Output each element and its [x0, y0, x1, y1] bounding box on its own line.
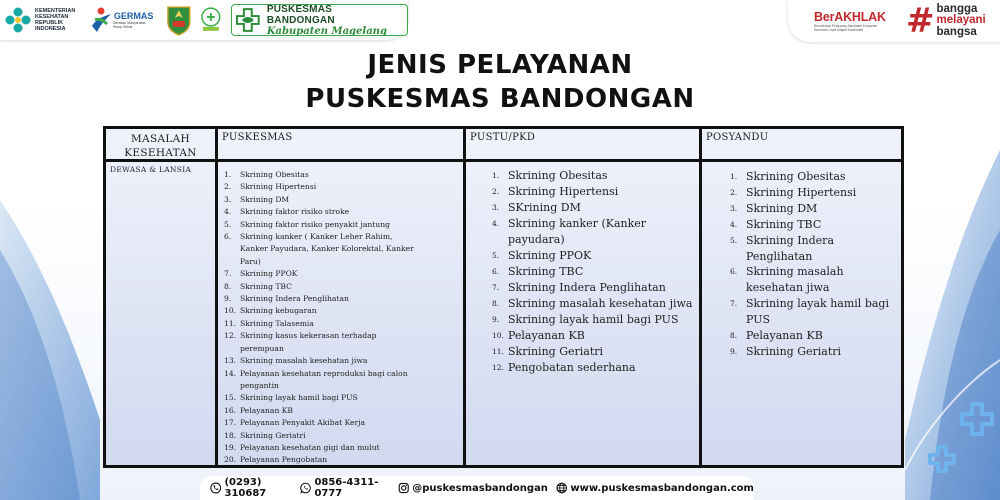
puskesmas-cross-icon [235, 7, 261, 33]
service-item-number: 10. [224, 306, 237, 316]
service-list-item [730, 201, 898, 217]
service-item-text: Skrining kanker (Kanker [508, 217, 647, 230]
service-list-item [730, 328, 898, 344]
service-item-text: Skrining TBC [746, 217, 822, 231]
service-item-text: Skrining masalah kesehatan jiwa [508, 297, 693, 310]
service-list-item [224, 181, 458, 193]
service-item-text: Skrining Hipertensi [746, 185, 857, 199]
service-list-item [730, 217, 898, 233]
service-item-number: 20. [224, 455, 237, 465]
service-item-text: Penglihatan [746, 249, 813, 263]
service-list-item [224, 305, 458, 317]
berakhlak-subtitle: Berorientasi Pelayanan Akuntabel Kompeten Harmonis Loyal Adaptif Kolaboratif [814, 24, 878, 32]
service-item-number: 6. [730, 267, 738, 277]
service-item-text: Skrining Obesitas [508, 169, 608, 182]
service-item-text: Skrining Indera Penglihatan [240, 294, 349, 304]
service-list-item [730, 264, 898, 280]
service-item-number [492, 232, 508, 248]
service-item-number: 11. [492, 347, 504, 356]
service-item-text: Pelayanan KB [508, 329, 585, 342]
whatsapp-icon [300, 481, 311, 495]
service-list-item [492, 280, 697, 296]
service-item-text: Skrining Talasemia [240, 318, 314, 328]
service-list-item [224, 355, 458, 367]
service-item-text: Skrining Obesitas [746, 170, 846, 183]
service-item-number: 2. [224, 182, 232, 192]
service-item-number: 1. [492, 171, 500, 180]
puskesmas-subtitle: Kabupaten Magelang [266, 25, 387, 37]
service-item-number: 10. [492, 331, 504, 340]
germas-title: GERMAS [113, 11, 154, 21]
service-list-item-continued [224, 343, 458, 355]
service-item-text: payudara) [508, 233, 565, 246]
service-item-number: 12. [224, 331, 237, 341]
service-list-item [730, 169, 898, 185]
plus-decoration-icon [930, 404, 992, 471]
service-item-text: Skrining TBC [240, 281, 292, 291]
contact-footer [200, 476, 754, 500]
service-item-text: Skrining Indera [746, 233, 834, 247]
service-item-number [224, 380, 240, 392]
column-posyandu [702, 129, 901, 465]
service-list-item [224, 392, 458, 404]
service-item-text: Skrining Geriatri [240, 430, 306, 440]
service-item-number: 1. [730, 172, 738, 181]
service-list-item [492, 168, 697, 184]
service-list-item [492, 216, 697, 232]
puskesmas-services-list [224, 169, 458, 467]
service-item-text: Paru) [240, 256, 261, 266]
service-item-text: PUS [746, 313, 771, 327]
service-item-text: Kanker Payudara, Kanker Kolorektal, Kanker [240, 244, 414, 254]
page-title-line-1: JENIS PELAYANAN [367, 50, 633, 80]
service-item-text: pengantin [240, 380, 279, 390]
service-item-number [730, 280, 746, 296]
service-list-item [492, 296, 697, 312]
hashtag-icon: # [906, 1, 935, 41]
service-item-text: Skrining masalah kesehatan jiwa [240, 356, 368, 366]
service-list-item [224, 405, 458, 417]
service-item-number: 7. [730, 299, 738, 309]
globe-icon [556, 481, 567, 495]
service-list-item [224, 281, 458, 293]
row-label-dewasa-lansia: DEWASA & LANSIA [110, 165, 192, 174]
service-item-number: 5. [730, 235, 738, 245]
kabupaten-magelang-crest-icon [166, 4, 192, 36]
service-item-number: 6. [224, 232, 232, 242]
service-item-number: 9. [730, 346, 738, 356]
service-item-number: 14. [224, 368, 237, 378]
service-list-item [224, 442, 458, 454]
service-item-text: Skrining layak hamil bagi PUS [508, 313, 679, 326]
service-item-number [730, 249, 746, 265]
service-item-text: Skrining kebugaran [240, 306, 317, 316]
kemenkes-text: KEMENTERIAN KESEHATAN REPUBLIK INDONESIA [35, 8, 76, 32]
service-item-text: Skrining masalah [746, 265, 844, 279]
kemenkes-logo [4, 6, 89, 34]
service-list-item [492, 248, 697, 264]
pustu-services-list [492, 168, 697, 376]
service-item-text: Pelayanan Penyakit Akibat Kerja [240, 418, 366, 428]
service-list-item-continued [730, 312, 898, 328]
service-item-number [730, 312, 746, 328]
service-item-number: 7. [224, 269, 232, 279]
service-item-text: Pelayanan KB [240, 405, 294, 415]
footer-phone[interactable]: (0293) 310687 [224, 477, 267, 499]
posyandu-services-list [730, 169, 898, 360]
service-list-item [224, 206, 458, 218]
service-item-text: Skrining Indera Penglihatan [508, 281, 666, 294]
service-item-number: 4. [224, 207, 232, 217]
footer-whatsapp[interactable]: 0856-4311-0777 [314, 477, 379, 499]
service-list-item [492, 312, 697, 328]
service-list-item-continued [730, 249, 898, 265]
service-item-number: 3. [730, 203, 738, 213]
service-item-text: Skrining DM [746, 201, 818, 215]
service-item-number: 18. [224, 430, 237, 440]
germas-logo [89, 6, 158, 34]
service-item-text: Skrining DM [240, 194, 290, 204]
service-item-text: Skrining faktor risiko stroke [240, 207, 350, 217]
service-item-number: 16. [224, 405, 237, 415]
service-item-text: kesehatan jiwa [746, 281, 830, 295]
service-item-number: 2. [492, 187, 500, 196]
service-item-number: 5. [224, 219, 232, 229]
service-list-item [224, 169, 458, 181]
service-item-text: Pelayanan Pengobatan [240, 455, 328, 465]
service-item-number: 2. [730, 187, 738, 197]
service-item-text: Skrining Hipertensi [240, 182, 317, 192]
service-list-item [492, 344, 697, 360]
service-list-item [224, 430, 458, 442]
bangga-line-2: melayani [936, 14, 986, 27]
service-item-number [224, 343, 240, 355]
service-item-number: 9. [492, 315, 500, 324]
service-item-number: 11. [224, 318, 237, 328]
service-item-text: Skrining Geriatri [508, 345, 604, 358]
kemenkes-emblem-icon [4, 6, 32, 34]
service-item-number [224, 243, 240, 255]
service-list-item [492, 328, 697, 344]
phone-icon [210, 481, 221, 495]
service-list-item-continued [224, 243, 458, 255]
service-item-text: Skrining Obesitas [240, 170, 309, 179]
service-item-number: 4. [730, 219, 738, 229]
footer-instagram[interactable]: @puskesmasbandongan [412, 482, 548, 494]
instagram-icon [398, 481, 409, 495]
bangga-line-1: bangga [936, 2, 978, 15]
service-item-text: Pengobatan sederhana [508, 361, 636, 374]
puskesmas-logo [231, 4, 408, 36]
service-item-number: 3. [224, 194, 232, 204]
service-item-number: 8. [224, 281, 232, 291]
service-item-text: Skrining TBC [508, 265, 584, 278]
page-title-line-2: PUSKESMAS BANDONGAN [305, 84, 695, 114]
service-item-text: Skrining faktor risiko penyakit jantung [240, 219, 390, 229]
service-item-number: 5. [492, 251, 500, 260]
service-list-item [492, 360, 697, 376]
service-item-text: Skrining PPOK [508, 249, 592, 262]
service-list-item-continued [224, 256, 458, 268]
header-masalah-kesehatan: MASALAH KESEHATAN [124, 133, 197, 159]
service-item-number: 3. [492, 203, 500, 212]
service-list-item [224, 454, 458, 466]
service-list-item [224, 293, 458, 305]
service-item-number: 6. [492, 267, 500, 276]
berakhlak-title: BerAKHLAK [814, 10, 886, 24]
service-item-number: 17. [224, 418, 237, 428]
service-item-number: 1. [224, 170, 232, 179]
service-item-number: 8. [492, 299, 500, 308]
service-list-item [730, 233, 898, 249]
service-item-number: 13. [224, 356, 237, 366]
bangga-line-3: bangsa [936, 25, 977, 38]
berakhlak-logo [814, 10, 900, 32]
service-item-number: 9. [224, 294, 232, 304]
header-divider [106, 159, 901, 162]
service-list-item [224, 368, 458, 380]
service-item-text: Pelayanan kesehatan reproduksi bagi calon [240, 368, 408, 378]
bangga-melayani-bangsa-logo [906, 1, 986, 41]
service-item-text: Skrining layak hamil bagi [746, 297, 889, 311]
service-item-text: Pelayanan kesehatan gigi dan mulut [240, 442, 380, 452]
header-right-logo-bar [788, 0, 1000, 42]
header-pustu-pkd: PUSTU/PKD [470, 132, 536, 143]
service-list-item-continued [492, 232, 697, 248]
footer-website[interactable]: www.puskesmasbandongan.com [570, 482, 754, 494]
service-list-item [224, 318, 458, 330]
service-list-item [730, 344, 898, 360]
service-list-item [492, 264, 697, 280]
service-list-item [492, 200, 697, 216]
service-item-number: 4. [492, 219, 500, 228]
column-pustu-pkd [466, 129, 702, 465]
service-item-number: 8. [730, 331, 738, 341]
service-item-text: perempuan [240, 343, 284, 353]
puskesmas-title: PUSKESMAS BANDONGAN [266, 3, 335, 26]
service-list-item [492, 184, 697, 200]
service-item-number [224, 256, 240, 268]
service-list-item [224, 417, 458, 429]
service-list-item [224, 219, 458, 231]
service-list-item [730, 185, 898, 201]
service-item-number: 7. [492, 283, 500, 292]
service-item-text: Skrining layak hamil bagi PUS [240, 393, 358, 403]
service-list-item [730, 296, 898, 312]
service-item-text: Skrining Hipertensi [508, 185, 619, 198]
service-list-item-continued [730, 280, 898, 296]
service-list-item-continued [224, 380, 458, 392]
health-program-logo-icon [200, 7, 222, 33]
service-list-item [224, 231, 458, 243]
header-posyandu: POSYANDU [706, 132, 769, 143]
service-item-text: Pelayanan KB [746, 329, 823, 343]
header-puskesmas: PUSKESMAS [222, 132, 293, 143]
service-item-number: 15. [224, 393, 237, 403]
header-logo-bar [0, 0, 408, 40]
column-masalah-kesehatan [106, 129, 218, 465]
service-item-number: 12. [492, 363, 504, 372]
service-list-item [224, 194, 458, 206]
service-item-text: Skrining kanker ( Kanker Leher Rahim, [240, 232, 393, 242]
germas-subtitle: Gerakan Masyarakat Hidup Sehat [112, 21, 146, 29]
service-item-number: 19. [224, 442, 237, 452]
service-item-text: Skrining Geriatri [746, 344, 842, 358]
column-puskesmas [218, 129, 466, 465]
service-list-item [224, 268, 458, 280]
service-list-item [224, 330, 458, 342]
page-title [0, 48, 1000, 116]
service-item-text: Skrining kasus kekerasan terhadap [240, 331, 377, 341]
germas-figure-icon [89, 6, 113, 34]
services-table [103, 126, 904, 468]
service-item-text: SKrining DM [508, 201, 581, 214]
service-item-text: Skrining PPOK [240, 269, 298, 279]
